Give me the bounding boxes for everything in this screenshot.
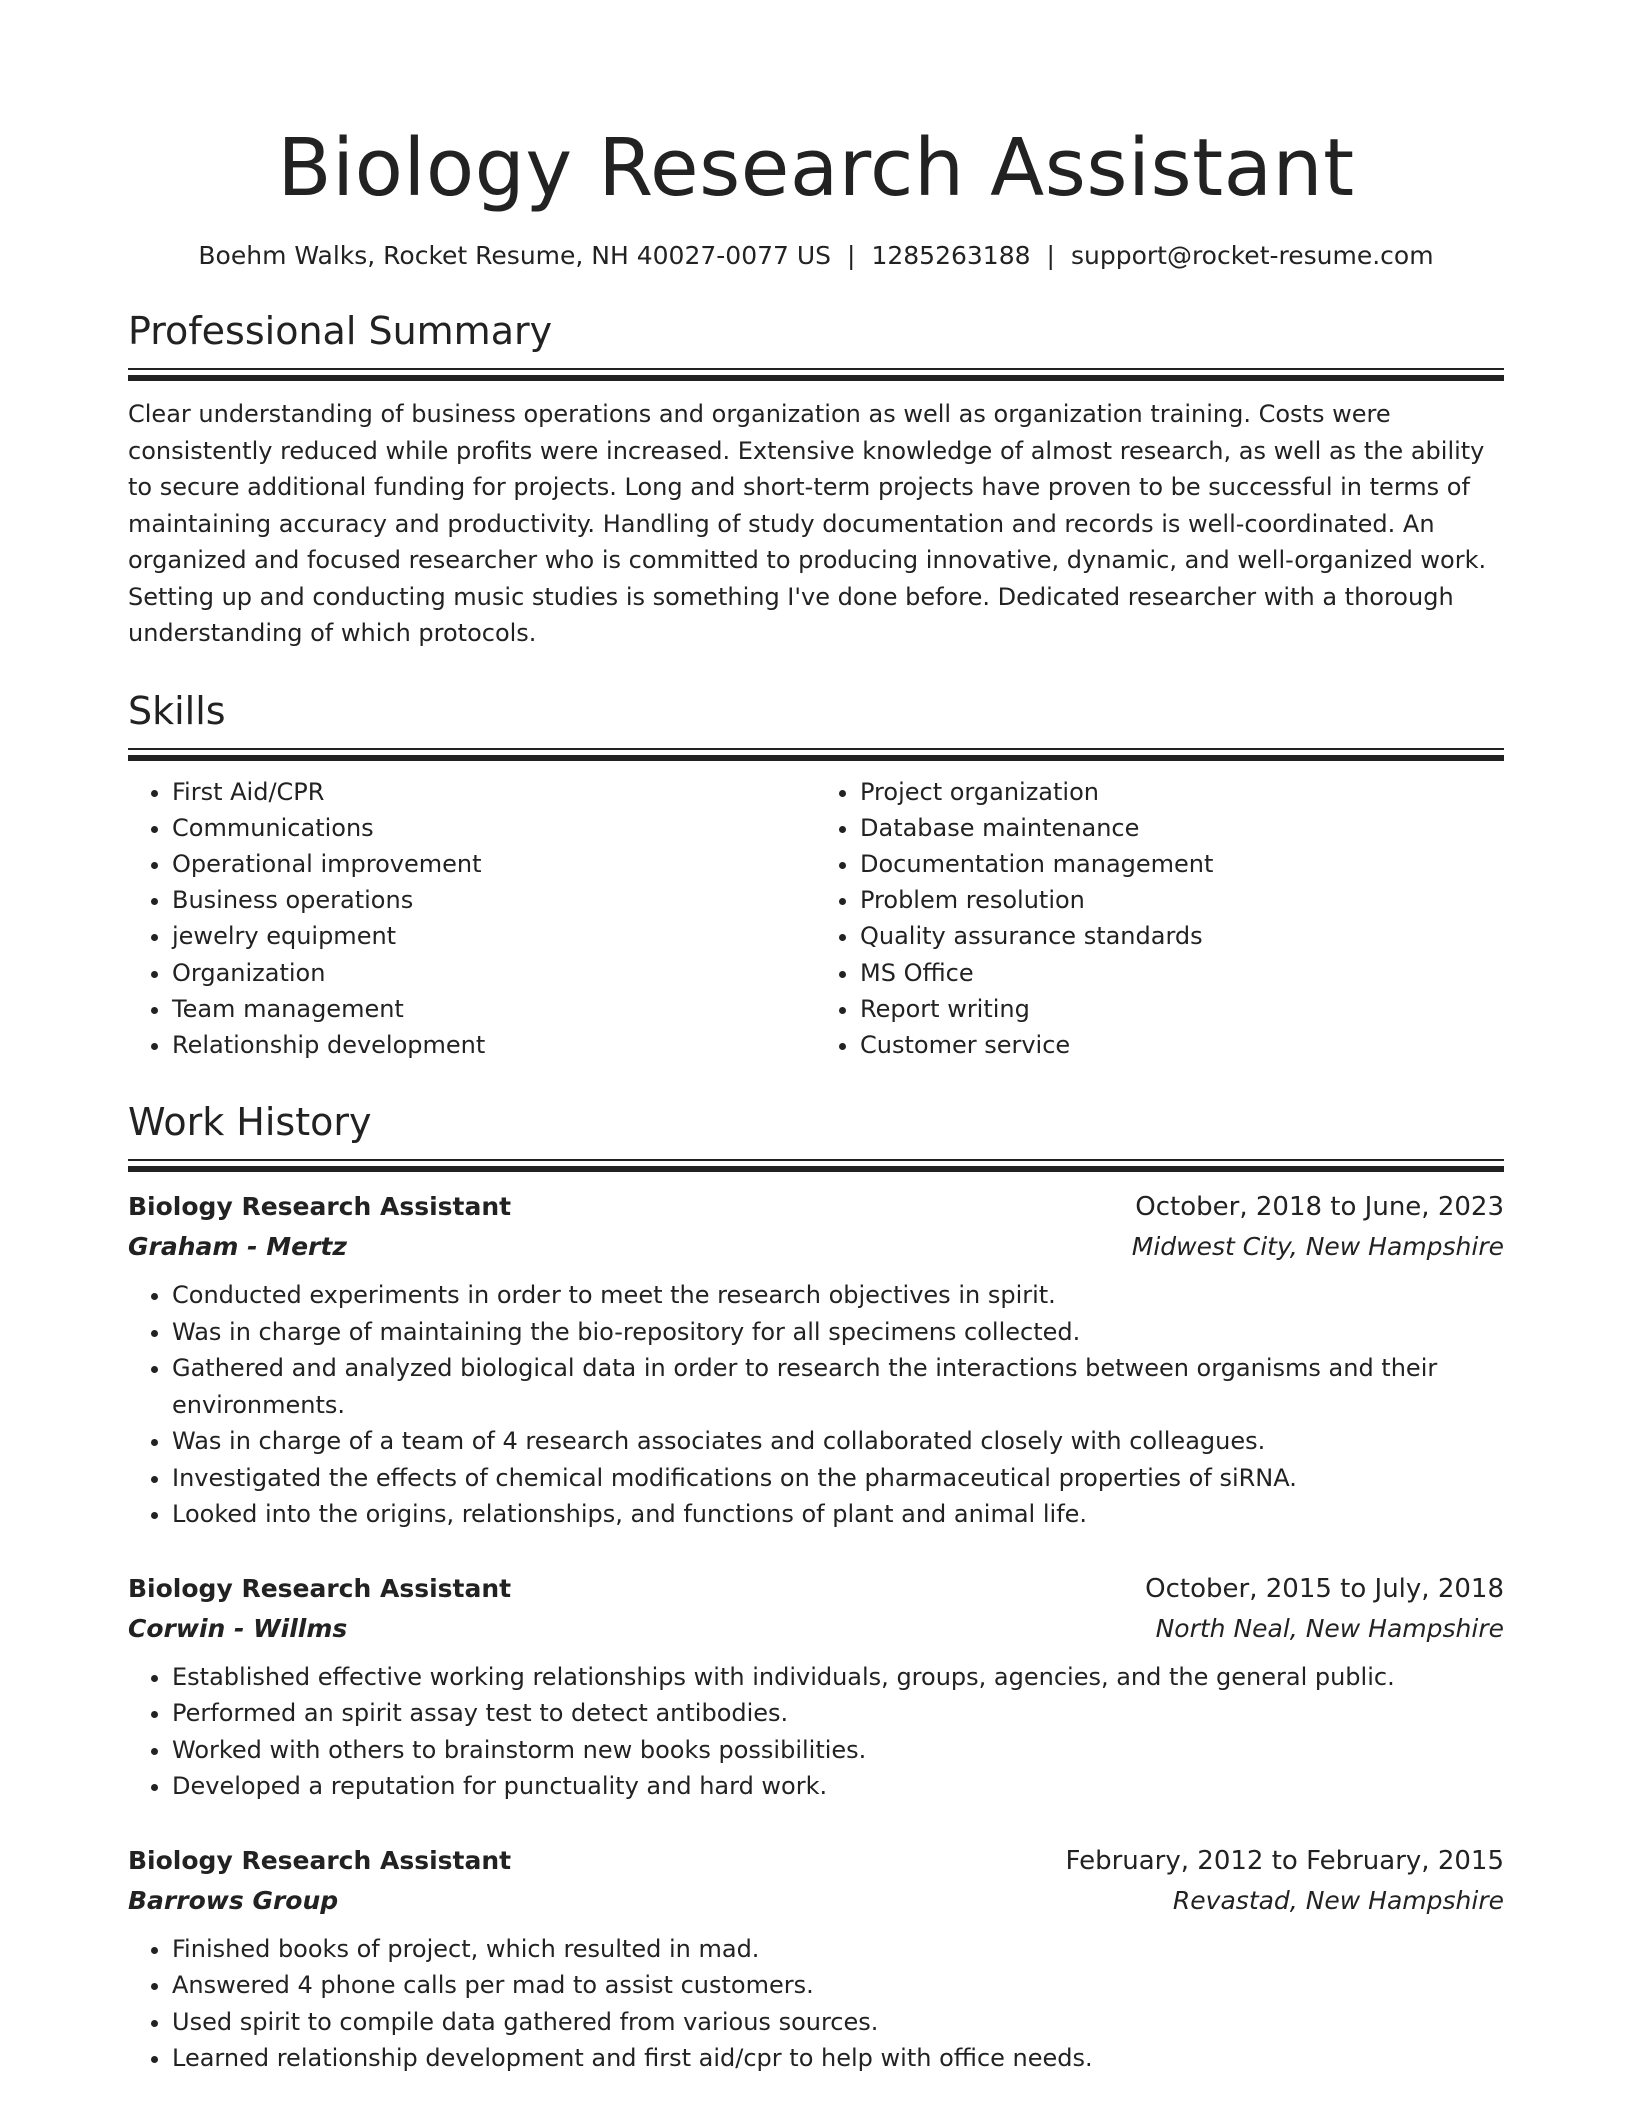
job-dates: February, 2012 to February, 2015	[1065, 1845, 1504, 1876]
summary-text: Clear understanding of business operations and organization as well as organization training. Costs were consistently reduced while profits were increased. Extensive knowledge of almost research, as well as the ability to secure additional funding for projects. Long and short-term projects have proven to be successful in terms of maintaining accuracy and productivity. Handling of study documentation and records is well-coordinated. An organized and focused researcher who is committed to producing innovative, dynamic, and well-organized work. Setting up and conducting music studies is something I've done before. Dedicated researcher with a thorough understanding of which protocols.	[128, 400, 1487, 647]
job-bullets	[128, 1659, 1504, 1805]
job-bullets	[128, 1931, 1504, 2077]
job-bullet: • Learned relationship development and first aid/cpr to help with office needs.	[172, 2040, 1504, 2077]
skills-columns	[128, 774, 1504, 1064]
skill-item: • First Aid/CPR	[172, 774, 816, 810]
contact-line	[128, 240, 1504, 272]
skills-list-left	[128, 774, 816, 1064]
skill-item: • jewelry equipment	[172, 918, 816, 954]
job-bullet: • Conducted experiments in order to meet the research objectives in spirit.	[172, 1277, 1504, 1314]
skill-item: • Relationship development	[172, 1027, 816, 1063]
skill-item: • Organization	[172, 955, 816, 991]
job-bullet: • Developed a reputation for punctuality and hard work.	[172, 1768, 1504, 1805]
skill-item: • Team management	[172, 991, 816, 1027]
contact-phone: 1285263188	[871, 241, 1031, 270]
skill-item: • Report writing	[860, 991, 1504, 1027]
summary-heading: Professional Summary	[128, 309, 553, 353]
skill-item: • Problem resolution	[860, 882, 1504, 918]
skill-item: • Customer service	[860, 1027, 1504, 1063]
job-header-row	[128, 1187, 1504, 1227]
skill-item: • Operational improvement	[172, 846, 816, 882]
skills-section	[128, 688, 1504, 1064]
work-heading: Work History	[128, 1100, 372, 1145]
contact-email[interactable]: support@rocket-resume.com	[1070, 241, 1434, 270]
contact-separator: |	[1046, 241, 1055, 270]
section-divider	[128, 748, 1504, 760]
job-bullet: • Was in charge of maintaining the bio-repository for all specimens collected.	[172, 1314, 1504, 1351]
skills-heading: Skills	[128, 688, 226, 733]
job-entry	[128, 1569, 1504, 1805]
job-title: Biology Research Assistant	[128, 1573, 512, 1603]
job-bullet: • Gathered and analyzed biological data in order to research the interactions between organisms and their environments.	[172, 1350, 1504, 1423]
skill-item: • Quality assurance standards	[860, 918, 1504, 954]
resume-title: Biology Research Assistant	[277, 122, 1355, 214]
job-entry	[128, 1187, 1504, 1533]
job-company: Barrows Group	[128, 1885, 339, 1915]
job-subheader-row	[128, 1227, 1504, 1267]
skills-list-right	[816, 774, 1504, 1064]
job-bullet: • Was in charge of a team of 4 research associates and collaborated closely with colleagues.	[172, 1423, 1504, 1460]
job-bullet: • Worked with others to brainstorm new books possibilities.	[172, 1732, 1504, 1769]
skill-item: • Business operations	[172, 882, 816, 918]
job-entry	[128, 1841, 1504, 2077]
skill-item: • Project organization	[860, 774, 1504, 810]
job-subheader-row	[128, 1609, 1504, 1649]
section-divider	[128, 368, 1504, 380]
job-bullet: • Performed an spirit assay test to detect antibodies.	[172, 1695, 1504, 1732]
job-dates: October, 2018 to June, 2023	[1135, 1192, 1504, 1223]
contact-separator: |	[847, 241, 856, 270]
job-location: North Neal, New Hampshire	[1155, 1613, 1504, 1643]
job-bullet: • Used spirit to compile data gathered from various sources.	[172, 2004, 1504, 2041]
skill-item: • Database maintenance	[860, 810, 1504, 846]
job-bullet: • Finished books of project, which resulted in mad.	[172, 1931, 1504, 1968]
job-bullets	[128, 1277, 1504, 1533]
job-header-row	[128, 1841, 1504, 1881]
contact-address: Boehm Walks, Rocket Resume, NH 40027-0077 US	[198, 241, 832, 270]
job-bullet: • Answered 4 phone calls per mad to assist customers.	[172, 1967, 1504, 2004]
summary-section	[128, 308, 1504, 652]
skill-item: • Documentation management	[860, 846, 1504, 882]
job-subheader-row	[128, 1881, 1504, 1921]
skill-item: • Communications	[172, 810, 816, 846]
job-company: Graham - Mertz	[128, 1232, 347, 1262]
job-bullet: • Investigated the effects of chemical modifications on the pharmaceutical properties of siRNA.	[172, 1460, 1504, 1497]
section-divider	[128, 1159, 1504, 1171]
job-dates: October, 2015 to July, 2018	[1145, 1573, 1504, 1604]
skill-item: • MS Office	[860, 955, 1504, 991]
job-location: Revastad, New Hampshire	[1172, 1885, 1504, 1915]
job-company: Corwin - Willms	[128, 1613, 348, 1643]
job-header-row	[128, 1569, 1504, 1609]
work-section	[128, 1099, 1504, 2077]
resume-page	[128, 118, 1504, 2077]
job-bullet: • Established effective working relationships with individuals, groups, agencies, and the general public.	[172, 1659, 1504, 1696]
job-title: Biology Research Assistant	[128, 1192, 512, 1222]
job-location: Midwest City, New Hampshire	[1131, 1232, 1504, 1262]
job-bullet: • Looked into the origins, relationships, and functions of plant and animal life.	[172, 1496, 1504, 1533]
job-title: Biology Research Assistant	[128, 1845, 512, 1875]
